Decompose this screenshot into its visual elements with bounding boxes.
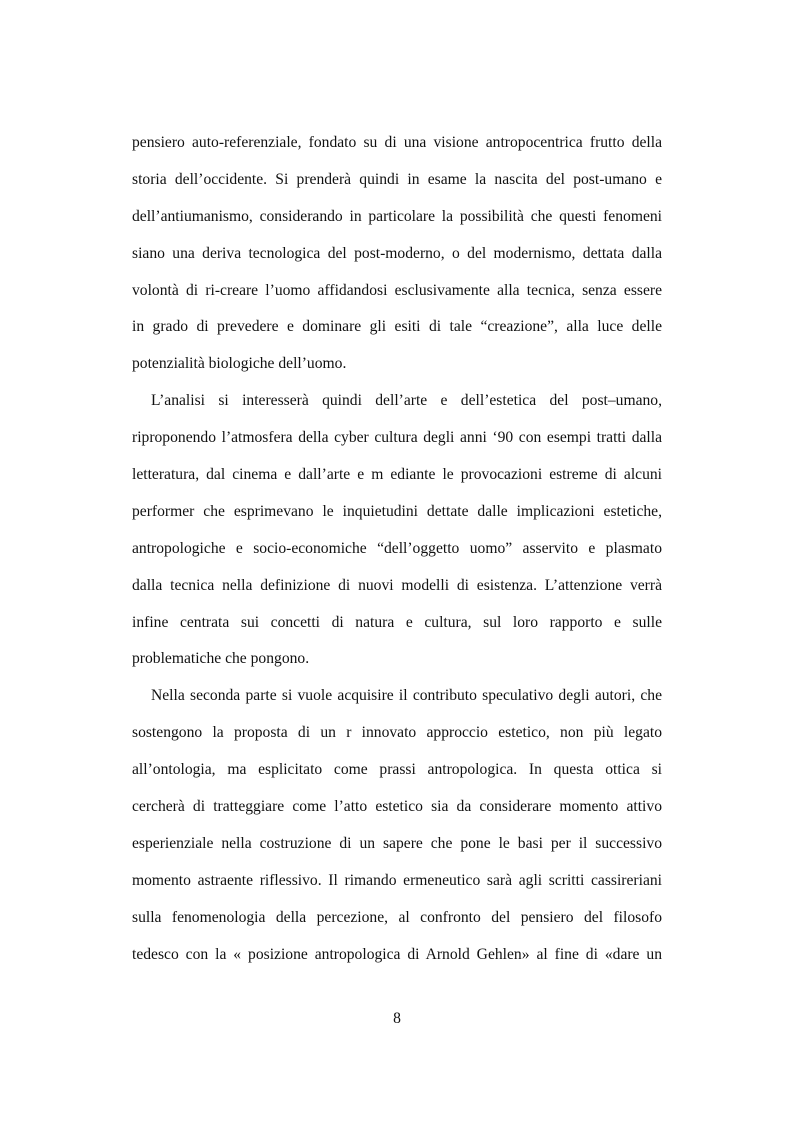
text-line: sostengono la proposta di un r innovato approccio estetico, non più legato	[132, 724, 662, 742]
text-line: pensiero auto-referenziale, fondato su di una visione antropocentrica frutto della	[132, 134, 662, 151]
text-line: in grado di prevedere e dominare gli esiti di tale “creazione”, alla luce delle	[132, 318, 662, 336]
text-line: cercherà di tratteggiare come l’atto estetico sia da considerare momento attivo	[132, 798, 662, 816]
paragraph-3	[132, 681, 662, 976]
text-line: problematiche che pongono.	[132, 650, 310, 668]
text-line: volontà di ri-creare l’uomo affidandosi esclusivamente alla tecnica, senza essere	[132, 281, 662, 299]
paragraph-2	[132, 386, 662, 681]
page-number: 8	[393, 1010, 401, 1027]
document-body	[132, 128, 662, 976]
text-line: riproponendo l’atmosfera della cyber cultura degli anni ‘90 con esempi tratti dalla	[132, 429, 662, 447]
text-line: tedesco con la « posizione antropologica di Arnold Gehlen» al fine di «dare un	[132, 945, 662, 963]
text-line: Nella seconda parte si vuole acquisire il contributo speculativo degli autori, che	[151, 687, 662, 705]
text-line: esperienziale nella costruzione di un sapere che pone le basi per il successivo	[132, 834, 662, 852]
text-line: L’analisi si interesserà quindi dell’arte e dell’estetica del post–umano,	[151, 392, 662, 410]
text-line: antropologiche e socio-economiche “dell’oggetto uomo” asservito e plasmato	[132, 539, 662, 557]
text-line: letteratura, dal cinema e dall’arte e m ediante le provocazioni estreme di alcuni	[132, 466, 662, 484]
text-line: storia dell’occidente. Si prenderà quindi in esame la nascita del post-umano e	[132, 170, 662, 188]
text-line: siano una deriva tecnologica del post-moderno, o del modernismo, dettata dalla	[132, 244, 662, 262]
text-line: performer che esprimevano le inquietudini dettate dalle implicazioni estetiche,	[132, 502, 662, 520]
text-line: dell’antiumanismo, considerando in particolare la possibilità che questi fenomeni	[132, 207, 662, 225]
text-line: dalla tecnica nella definizione di nuovi modelli di esistenza. L’attenzione verrà	[132, 576, 662, 594]
text-line: momento astraente riflessivo. Il rimando ermeneutico sarà agli scritti cassireriani	[132, 871, 662, 889]
paragraph-1	[132, 128, 662, 386]
text-line: all’ontologia, ma esplicitato come prassi antropologica. In questa ottica si	[132, 761, 662, 779]
text-line: infine centrata sui concetti di natura e cultura, sul loro rapporto e sulle	[132, 613, 662, 631]
text-line: sulla fenomenologia della percezione, al confronto del pensiero del filosofo	[132, 908, 662, 926]
text-line: potenzialità biologiche dell’uomo.	[132, 355, 347, 373]
